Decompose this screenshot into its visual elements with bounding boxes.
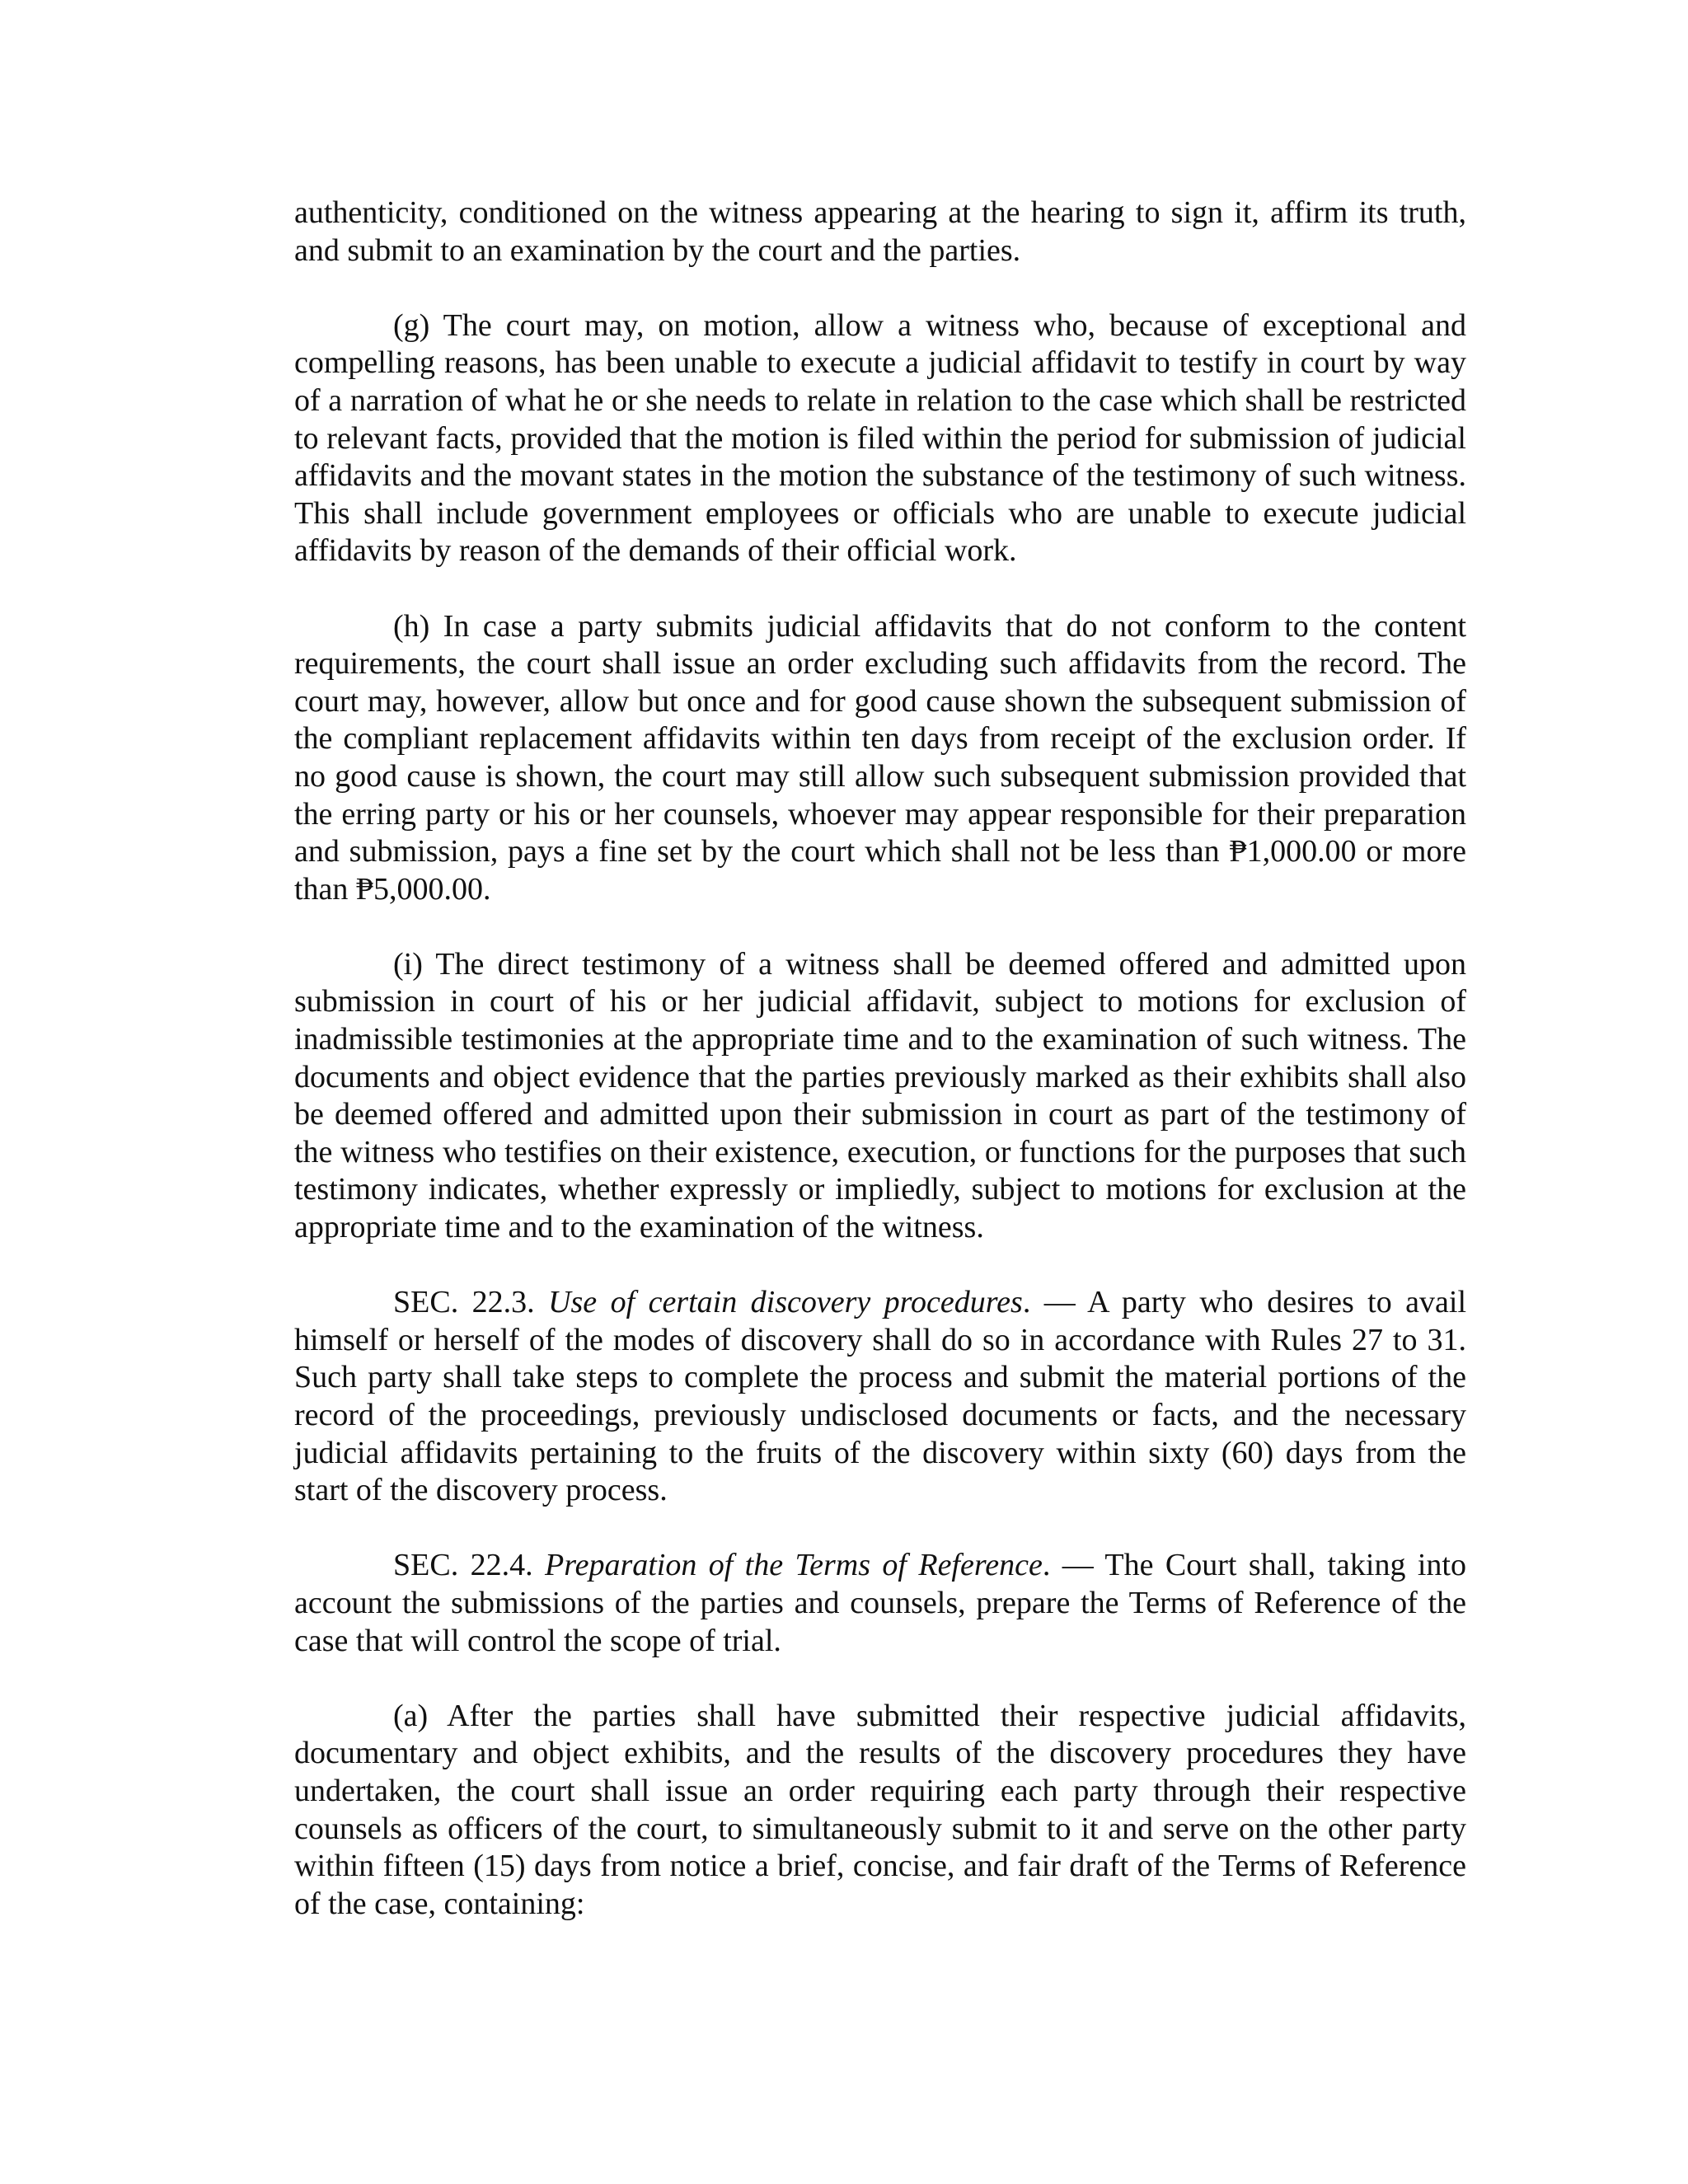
section-22-4-number: SEC. 22.4. xyxy=(393,1548,533,1583)
section-22-3-body: . — A party who desires to avail himself or herself of the modes of discovery shall do so in accordance with Rules 27 to 31. Such party shall take steps to complete the process and submit the material portions of the record of the proceedings, previously undisclosed documents or facts, and the necessary judicial affidavits pertaining to the fruits of the discovery within sixty (60) days from the start of the discovery process. xyxy=(294,1285,1467,1508)
section-22-4-body: . — The Court shall, taking into account the submissions of the parties and counsels, prepare the Terms of Reference of the case that will control the scope of trial. xyxy=(294,1548,1466,1658)
paragraph-continuation: authenticity, conditioned on the witness appearing at the hearing to sign it, affirm its truth, and submit to an examination by the court and the parties. xyxy=(294,195,1466,268)
section-22-3-number: SEC. 22.3. xyxy=(393,1285,535,1320)
section-22-4-title: Preparation of the Terms of Reference xyxy=(544,1548,1043,1583)
paragraph-i: (i) The direct testimony of a witness shall be deemed offered and admitted upon submission in court of his or her judicial affidavit, subject to motions for exclusion of inadmissible testimonies at the appropriate time and to the examination of such witness. The documents and object evidence that the parties previously marked as their exhibits shall also be deemed offered and admitted upon their submission in court as part of the testimony of the witness who testifies on their existence, execution, or functions for the purposes that such testimony indicates, whether expressly or impliedly, subject to motions for exclusion at the appropriate time and to the examination of the witness. xyxy=(294,946,1466,1245)
paragraph-g: (g) The court may, on motion, allow a witness who, because of exceptional and compelling reasons, has been unable to execute a judicial affidavit to testify in court by way of a narration of what he or she needs to relate in relation to the case which shall be restricted to relevant facts, provided that the motion is filed within the period for submission of judicial affidavits and the movant states in the motion the substance of the testimony of such witness. This shall include government employees or officials who are unable to execute judicial affidavits by reason of the demands of their official work. xyxy=(294,307,1466,569)
section-22-3-title: Use of certain discovery procedures xyxy=(548,1285,1023,1320)
section-22-3 xyxy=(294,1284,1466,1510)
paragraph-h: (h) In case a party submits judicial affidavits that do not conform to the content requirements, the court shall issue an order excluding such affidavits from the record. The court may, however, allow but once and for good cause shown the subsequent submission of the compliant replacement affidavits within ten days from receipt of the exclusion order. If no good cause is shown, the court may still allow such subsequent submission provided that the erring party or his or her counsels, whoever may appear responsible for their preparation and submission, pays a fine set by the court which shall not be less than ₱1,000.00 or more than ₱5,000.00. xyxy=(294,608,1466,907)
section-22-4 xyxy=(294,1547,1466,1660)
document-page xyxy=(294,194,1466,1961)
paragraph-a: (a) After the parties shall have submitted their respective judicial affidavits, documentary and object exhibits, and the results of the discovery procedures they have undertaken, the court shall issue an order requiring each party through their respective counsels as officers of the court, to simultaneously submit to it and serve on the other party within fifteen (15) days from notice a brief, concise, and fair draft of the Terms of Reference of the case, containing: xyxy=(294,1698,1466,1921)
